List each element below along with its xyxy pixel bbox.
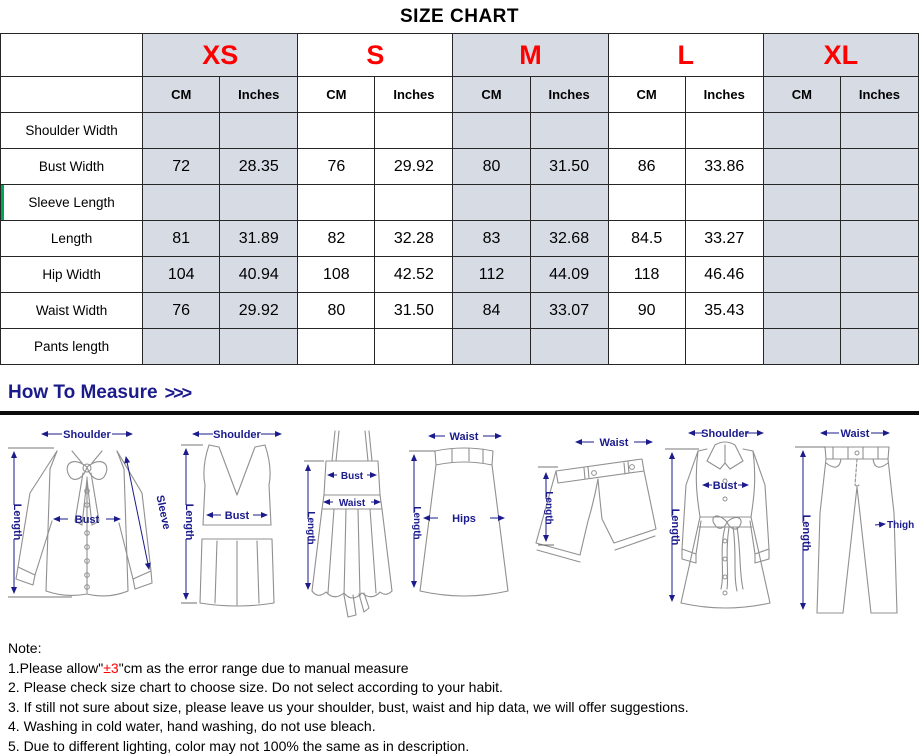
value-cell [840, 149, 918, 185]
table-row-length [1, 221, 919, 257]
value-cell: 28.35 [220, 149, 298, 185]
note-line-1-prefix: 1.Please allow" [8, 660, 103, 676]
blouse-sleeve-label: Sleeve [153, 494, 172, 531]
chevron-right-icon: >>> [165, 383, 191, 404]
value-cell [375, 329, 453, 365]
value-cell [608, 329, 685, 365]
value-cell [763, 149, 840, 185]
blouse-bust-label: Bust [75, 514, 100, 526]
tank-bust-label: Bust [225, 510, 250, 522]
how-to-measure-heading [8, 382, 919, 404]
value-cell: 31.89 [220, 221, 298, 257]
value-cell [608, 113, 685, 149]
value-cell: 80 [298, 293, 375, 329]
value-cell: 29.92 [220, 293, 298, 329]
dress-length-label: Length [305, 511, 316, 544]
value-cell [763, 185, 840, 221]
value-cell [840, 185, 918, 221]
value-cell: 76 [143, 293, 220, 329]
unit-header-cm: CM [453, 77, 530, 113]
row-label: Shoulder Width [1, 113, 143, 149]
table-row-hip-width [1, 257, 919, 293]
row-label: Bust Width [1, 149, 143, 185]
value-cell: 31.50 [375, 293, 453, 329]
dress-bust-label: Bust [341, 471, 364, 482]
row-label: Sleeve Length [1, 185, 143, 221]
value-cell: 35.43 [685, 293, 763, 329]
value-cell [375, 113, 453, 149]
coat-illustration [663, 421, 788, 627]
size-header-m: M [453, 34, 608, 77]
value-cell [840, 329, 918, 365]
value-cell [763, 221, 840, 257]
row-label: Pants length [1, 329, 143, 365]
unit-header-cm: CM [143, 77, 220, 113]
blouse-shoulder-label: Shoulder [63, 429, 111, 441]
value-cell [685, 329, 763, 365]
pants-thigh-label: Thigh [887, 520, 914, 531]
value-cell: 33.27 [685, 221, 763, 257]
value-cell: 82 [298, 221, 375, 257]
skirt-illustration [407, 421, 522, 627]
value-cell [298, 185, 375, 221]
size-header-xl: XL [763, 34, 918, 77]
value-cell [840, 113, 918, 149]
value-cell: 104 [143, 257, 220, 293]
value-cell: 84.5 [608, 221, 685, 257]
value-cell [220, 113, 298, 149]
note-line-5: 5. Due to different lighting, color may not 100% the same as in description. [8, 737, 911, 756]
row-label: Length [1, 221, 143, 257]
pants-illustration [793, 421, 917, 627]
note-section [0, 633, 919, 756]
table-row-bust-width [1, 149, 919, 185]
size-header-s: S [298, 34, 453, 77]
shorts-length-label: Length [543, 491, 554, 524]
measurement-figures [0, 415, 919, 633]
skirt-waist-label: Waist [450, 431, 479, 443]
value-cell [375, 185, 453, 221]
size-chart-table [0, 33, 919, 365]
value-cell: 33.86 [685, 149, 763, 185]
value-cell: 112 [453, 257, 530, 293]
value-cell: 90 [608, 293, 685, 329]
value-cell: 46.46 [685, 257, 763, 293]
value-cell [763, 257, 840, 293]
table-row-waist-width [1, 293, 919, 329]
value-cell: 108 [298, 257, 375, 293]
corner-cell [1, 77, 143, 113]
value-cell [453, 329, 530, 365]
coat-bust-label: Bust [713, 480, 738, 492]
table-row-pants-length [1, 329, 919, 365]
value-cell [840, 293, 918, 329]
table-row-sleeve-length [1, 185, 919, 221]
row-label: Waist Width [1, 293, 143, 329]
unit-header-cm: CM [763, 77, 840, 113]
value-cell: 32.68 [530, 221, 608, 257]
value-cell: 81 [143, 221, 220, 257]
unit-header-inches: Inches [530, 77, 608, 113]
value-cell: 42.52 [375, 257, 453, 293]
value-cell: 86 [608, 149, 685, 185]
note-line-1 [8, 659, 911, 679]
value-cell: 76 [298, 149, 375, 185]
pants-waist-label: Waist [840, 428, 869, 440]
value-cell [685, 185, 763, 221]
table-row-shoulder-width [1, 113, 919, 149]
value-cell [840, 257, 918, 293]
shorts-waist-label: Waist [599, 437, 628, 449]
blouse-illustration [2, 421, 172, 627]
value-cell: 84 [453, 293, 530, 329]
note-line-3: 3. If still not sure about size, please leave us your shoulder, bust, waist and hip data, we will offer suggestions. [8, 698, 911, 718]
shorts-illustration [528, 421, 658, 627]
value-cell: 29.92 [375, 149, 453, 185]
value-cell [220, 185, 298, 221]
coat-shoulder-label: Shoulder [701, 428, 749, 440]
size-header-row [1, 34, 919, 77]
value-cell [763, 329, 840, 365]
value-cell [530, 113, 608, 149]
value-cell [530, 185, 608, 221]
note-line-1-tolerance: ±3 [103, 660, 118, 676]
value-cell: 32.28 [375, 221, 453, 257]
value-cell [298, 329, 375, 365]
value-cell [143, 185, 220, 221]
pants-length-label: Length [800, 515, 812, 552]
unit-header-cm: CM [298, 77, 375, 113]
note-heading: Note: [8, 639, 911, 659]
value-cell [685, 113, 763, 149]
dress-illustration [302, 421, 402, 627]
page-title: SIZE CHART [0, 0, 919, 33]
coat-length-label: Length [669, 509, 681, 546]
note-line-4: 4. Washing in cold water, hand washing, do not use bleach. [8, 717, 911, 737]
value-cell: 83 [453, 221, 530, 257]
note-line-1-suffix: "cm as the error range due to manual measure [119, 660, 409, 676]
tank-top-illustration [177, 421, 297, 627]
value-cell [763, 113, 840, 149]
unit-header-cm: CM [608, 77, 685, 113]
value-cell [453, 185, 530, 221]
note-line-2: 2. Please check size chart to choose size. Do not select according to your habit. [8, 678, 911, 698]
value-cell [220, 329, 298, 365]
tank-shoulder-label: Shoulder [213, 429, 261, 441]
value-cell: 33.07 [530, 293, 608, 329]
value-cell [298, 113, 375, 149]
value-cell [763, 293, 840, 329]
value-cell: 44.09 [530, 257, 608, 293]
value-cell [840, 221, 918, 257]
how-to-measure-label: How To Measure [8, 382, 158, 404]
value-cell: 40.94 [220, 257, 298, 293]
row-label: Hip Width [1, 257, 143, 293]
blouse-length-label: Length [11, 504, 23, 541]
unit-header-inches: Inches [375, 77, 453, 113]
value-cell [143, 329, 220, 365]
size-header-l: L [608, 34, 763, 77]
corner-cell [1, 34, 143, 77]
skirt-hips-label: Hips [453, 513, 477, 525]
unit-header-inches: Inches [840, 77, 918, 113]
value-cell: 72 [143, 149, 220, 185]
value-cell [143, 113, 220, 149]
dress-waist-label: Waist [339, 498, 366, 509]
size-header-xs: XS [143, 34, 298, 77]
value-cell: 118 [608, 257, 685, 293]
units-header-row [1, 77, 919, 113]
value-cell [608, 185, 685, 221]
value-cell: 80 [453, 149, 530, 185]
value-cell [453, 113, 530, 149]
unit-header-inches: Inches [685, 77, 763, 113]
unit-header-inches: Inches [220, 77, 298, 113]
tank-length-label: Length [183, 504, 195, 541]
value-cell [530, 329, 608, 365]
skirt-length-label: Length [411, 506, 422, 539]
value-cell: 31.50 [530, 149, 608, 185]
